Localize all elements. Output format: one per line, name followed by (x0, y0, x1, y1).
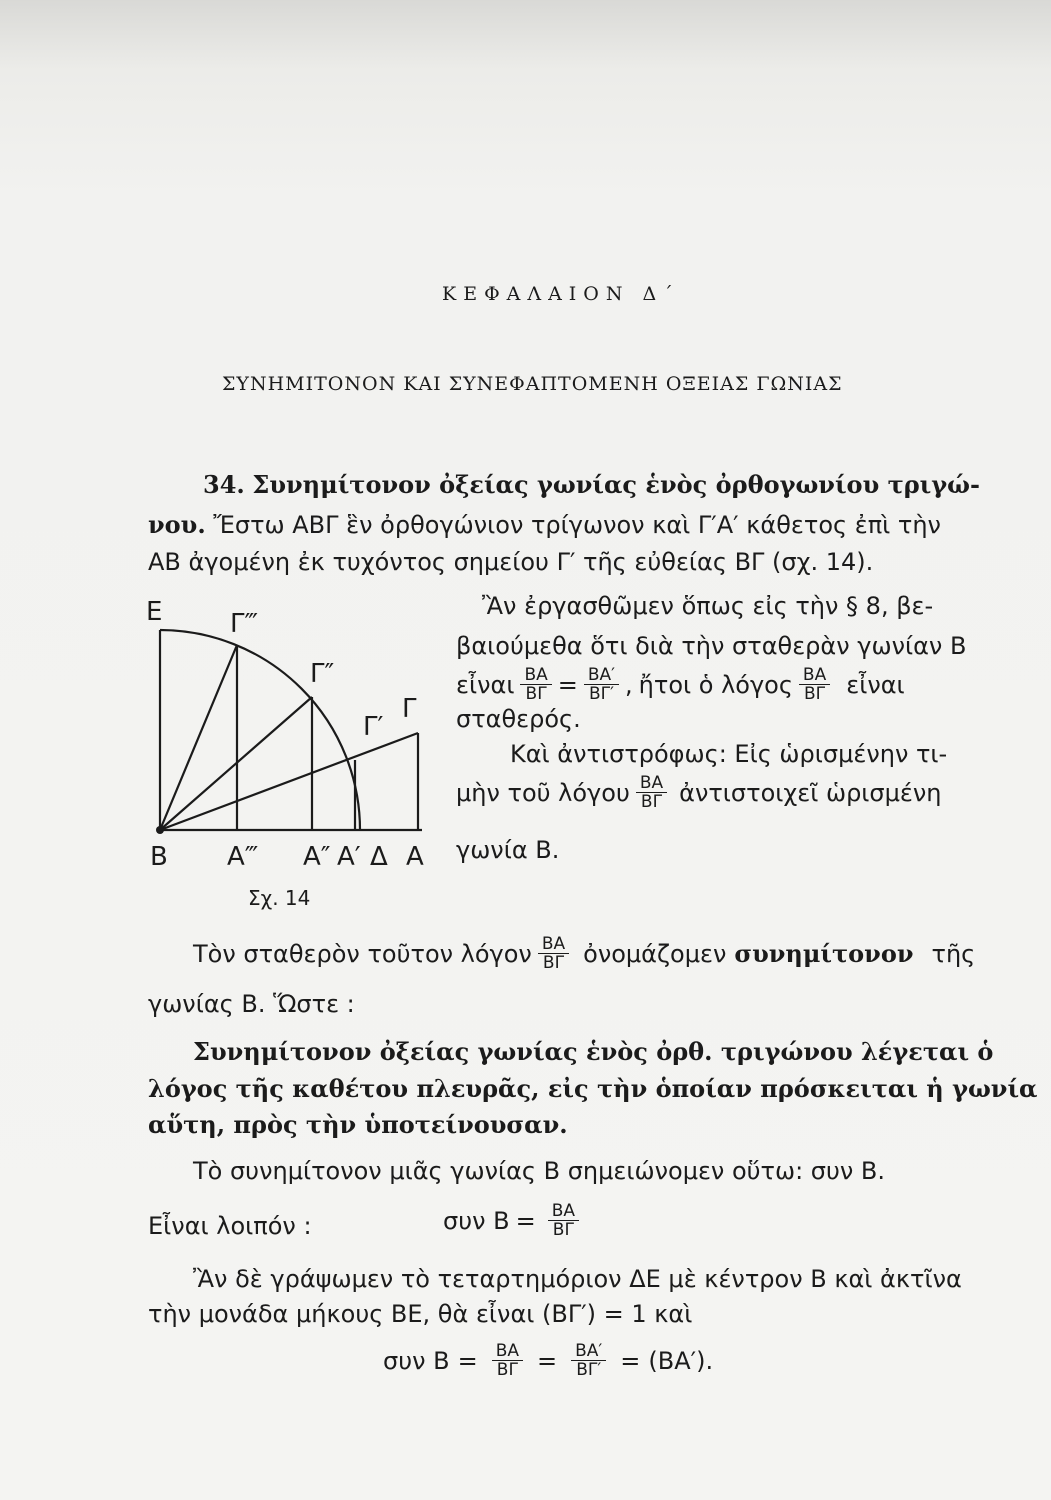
p3-line1: Καὶ ἀντιστρόφως: Εἰς ὡρισμένην τι- (510, 740, 948, 768)
p4-line2: γωνίας Β. Ὥστε : (148, 990, 355, 1018)
p2-einai: εἶναι (456, 670, 515, 699)
figure-caption: Σχ. 14 (248, 886, 311, 910)
p2-line3 (456, 666, 905, 703)
einai-loipon: Εἶναι λοιπόν : (148, 1212, 312, 1240)
notation-line: Τὸ συνημίτονον μιᾶς γωνίας Β σημειώνομεν οὕτω: συν Β. (193, 1157, 886, 1185)
fraction-numerator: ΒΑ′ (571, 1342, 606, 1361)
p2-line4: σταθερός. (456, 705, 581, 733)
label-D: Δ (370, 842, 388, 872)
p2-line2: βαιούμεθα ὅτι διὰ τὴν σταθερὰν γωνίαν Β (456, 632, 967, 660)
p3-line3: γωνία Β. (456, 836, 560, 864)
p4-text-b: ὀνομάζομεν (583, 939, 727, 968)
label-G2: Γ″ (310, 659, 335, 689)
section-title-part1: Συνημίτονον ὀξείας γωνίας ἑνὸς ὀρθογωνίου τριγώ- (252, 470, 980, 499)
fraction-ba-bg (538, 935, 569, 972)
label-B: Β (150, 842, 168, 872)
fraction-numerator: ΒΑ (492, 1342, 523, 1361)
fraction-ba-bg (799, 666, 830, 703)
eq1-lhs: συν Β (443, 1206, 510, 1235)
fraction-ba-bg (636, 774, 667, 811)
p5-line1: Ἂν δὲ γράψωμεν τὸ τεταρτημόριον ΔΕ μὲ κέντρον Β καὶ ἀκτῖνα (193, 1265, 962, 1293)
fraction-numerator: ΒΑ (799, 666, 830, 685)
section-number: 34. (203, 470, 245, 499)
p3-line2 (456, 774, 942, 811)
p4-text-a: Τὸν σταθερὸν τοῦτον λόγον (193, 939, 532, 968)
p3-timin: μὴν τοῦ λόγου (456, 778, 630, 807)
p4-text-c: τῆς (931, 939, 976, 968)
section-line3: ΑΒ ἀγομένη ἐκ τυχόντος σημείου Γ′ τῆς εὐθείας ΒΓ (σχ. 14). (148, 548, 874, 576)
equals-sign: = (557, 670, 578, 699)
definition-line2: λόγος τῆς καθέτου πλευρᾶς, εἰς τὴν ὁποίαν πρόσκειται ἡ γωνία (148, 1074, 1038, 1103)
label-E: Ε (146, 597, 163, 627)
label-G1: Γ′ (363, 712, 384, 742)
fraction-numerator: ΒΑ (636, 774, 667, 793)
p4-line1 (193, 935, 975, 972)
section-title-part2: νου. (148, 510, 206, 539)
section-title-line1 (203, 470, 980, 499)
fraction-denominator: ΒΓ (496, 1360, 518, 1380)
equation-1 (443, 1202, 585, 1239)
figure-14 (140, 590, 440, 880)
section-line2-rest: Ἔστω ΑΒΓ ἓν ὀρθογώνιον τρίγωνον καὶ Γ′Α′ κάθετος ἐπὶ τὴν (213, 511, 941, 539)
equals-sign: = (457, 1346, 478, 1375)
p2-itoi: ἤτοι ὁ λόγος (638, 670, 793, 699)
label-G3: Γ‴ (230, 609, 259, 639)
point-B (156, 826, 164, 834)
equals-sign: = (620, 1346, 641, 1375)
label-A: Α (406, 842, 424, 872)
fraction-denominator: ΒΓ (804, 684, 826, 704)
fraction-numerator: ΒΑ (520, 666, 551, 685)
p5-line2: τὴν μονάδα μήκους ΒΕ, θὰ εἶναι (ΒΓ′) = 1 καὶ (148, 1300, 693, 1328)
line-BG3 (160, 645, 237, 830)
fraction-denominator: ΒΓ (542, 953, 565, 973)
fraction-numerator: ΒΑ (548, 1202, 579, 1221)
chapter-heading: ΚΕΦΑΛΑΙΟΝ Δ΄ (442, 283, 680, 305)
equals-sign: = (515, 1206, 536, 1235)
section-line2 (148, 510, 941, 539)
equation-2 (383, 1342, 713, 1379)
fraction-denominator: ΒΓ (552, 1220, 574, 1240)
eq2-lhs: συν Β (383, 1346, 450, 1375)
fraction-bap-bgp (571, 1342, 606, 1379)
eq2-rhs: (ΒΑ′). (648, 1346, 714, 1375)
label-A3: Α‴ (227, 842, 259, 872)
line-BG (160, 733, 418, 830)
fraction-denominator: ΒΓ′ (576, 1360, 602, 1380)
p4-bold-term: συνημίτονον (734, 939, 914, 968)
label-G: Γ (402, 694, 417, 724)
label-A2: Α″ (303, 842, 331, 872)
fraction-ba-bg (492, 1342, 523, 1379)
fraction-numerator: ΒΑ′ (584, 666, 619, 685)
comma: , (625, 670, 633, 699)
fraction-ba-bg (520, 666, 551, 703)
p2-einai-2: εἶναι (846, 670, 905, 699)
p2-line1: Ἂν ἐργασθῶμεν ὅπως εἰς τὴν § 8, βε- (482, 592, 934, 620)
fraction-denominator: ΒΓ (525, 684, 547, 704)
fraction-denominator: ΒΓ (640, 792, 663, 812)
definition-line1: Συνημίτονον ὀξείας γωνίας ἑνὸς ὀρθ. τριγώνου λέγεται ὁ (193, 1037, 994, 1066)
equals-sign: = (537, 1346, 558, 1375)
fraction-ba-bg (548, 1202, 579, 1239)
p3-antistoixei: ἀντιστοιχεῖ ὡρισμένη (679, 778, 942, 807)
label-A1: Α′ (337, 842, 361, 872)
definition-line3: αὕτη, πρὸς τὴν ὑποτείνουσαν. (148, 1110, 568, 1139)
chapter-title: ΣΥΝΗΜΙΤΟΝΟΝ ΚΑΙ ΣΥΝΕΦΑΠΤΟΜΕΝΗ ΟΞΕΙΑΣ ΓΩΝΙΑΣ (222, 373, 843, 395)
fraction-bap-bgp (584, 666, 619, 703)
fraction-denominator: ΒΓ′ (588, 684, 614, 704)
fraction-numerator: ΒΑ (538, 935, 569, 954)
